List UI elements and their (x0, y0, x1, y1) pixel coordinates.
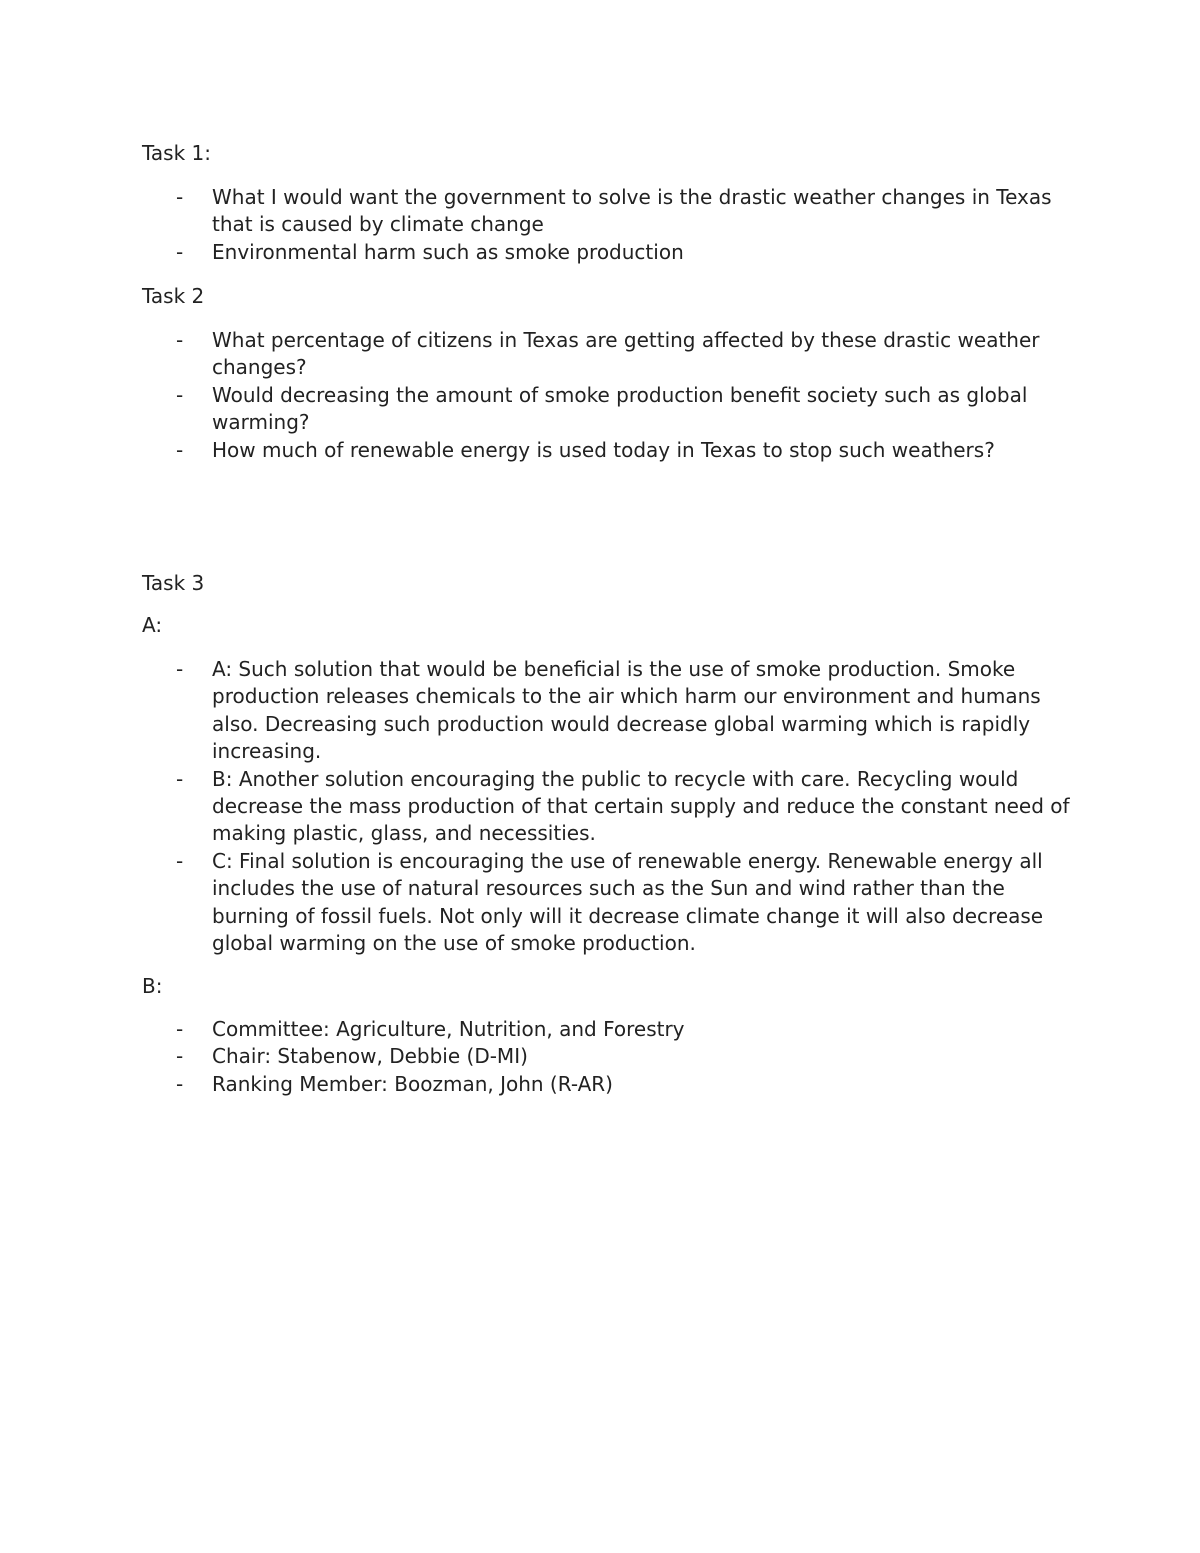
task3-heading: Task 3 (142, 571, 205, 595)
list-item (0, 1016, 1072, 1043)
list-item (0, 766, 1072, 848)
list-item-text: A: Such solution that would be beneficial is the use of smoke production. Smoke production releases chemicals to the air which harm our environment and humans also. Decreasing such production would decrease global warming which is rapidly increasing. (212, 657, 1041, 764)
bullet-dash: - (176, 1017, 184, 1041)
list-item-text: What I would want the government to solve is the drastic weather changes in Texas that is caused by climate change (212, 185, 1052, 237)
list-item (0, 1043, 1072, 1070)
list-item (0, 656, 1072, 766)
task1-list (0, 184, 1200, 266)
list-item (0, 184, 1072, 239)
list-item (0, 382, 1072, 437)
bullet-dash: - (176, 657, 184, 681)
list-item-text: Would decreasing the amount of smoke production benefit society such as global warming? (212, 382, 1028, 435)
list-item-text: Chair: Stabenow, Debbie (D-MI) (212, 1044, 528, 1069)
task2-heading: Task 2 (142, 284, 205, 308)
bullet-dash: - (176, 848, 184, 873)
bullet-dash: - (176, 1044, 184, 1069)
list-item (0, 848, 1072, 958)
list-item-text: B: Another solution encouraging the public to recycle with care. Recycling would decrease the mass production of that certain supply and reduce the constant need of making plastic, glass, and necessities. (212, 766, 1070, 846)
list-item-text: Committee: Agriculture, Nutrition, and Forestry (212, 1017, 685, 1041)
bullet-dash: - (176, 185, 184, 209)
list-item (0, 239, 1072, 266)
list-item (0, 1071, 1072, 1098)
task1-heading: Task 1: (142, 141, 211, 165)
bullet-dash: - (176, 766, 184, 791)
task3-part-b-heading: B: (142, 974, 163, 998)
list-item (0, 327, 1072, 382)
bullet-dash: - (176, 382, 184, 407)
bullet-dash: - (176, 437, 184, 462)
list-item-text: C: Final solution is encouraging the use of renewable energy. Renewable energy all includes the use of natural resources such as the Sun and wind rather than the burning of fossil fuels. Not only will it decrease climate change it will also decrease global warming on the use of smoke production. (212, 848, 1044, 956)
list-item-text: How much of renewable energy is used today in Texas to stop such weathers? (212, 437, 995, 462)
list-item-text: What percentage of citizens in Texas are getting affected by these drastic weather changes? (212, 328, 1040, 380)
task3-part-b-list (0, 1016, 1200, 1098)
task2-list (0, 327, 1200, 464)
bullet-dash: - (176, 239, 184, 264)
list-item-text: Ranking Member: Boozman, John (R-AR) (212, 1071, 613, 1096)
bullet-dash: - (176, 1071, 184, 1096)
list-item (0, 437, 1072, 464)
task3-part-a-list (0, 656, 1200, 957)
task3-part-a-heading: A: (142, 613, 163, 637)
list-item-text: Environmental harm such as smoke production (212, 239, 684, 264)
bullet-dash: - (176, 328, 184, 352)
